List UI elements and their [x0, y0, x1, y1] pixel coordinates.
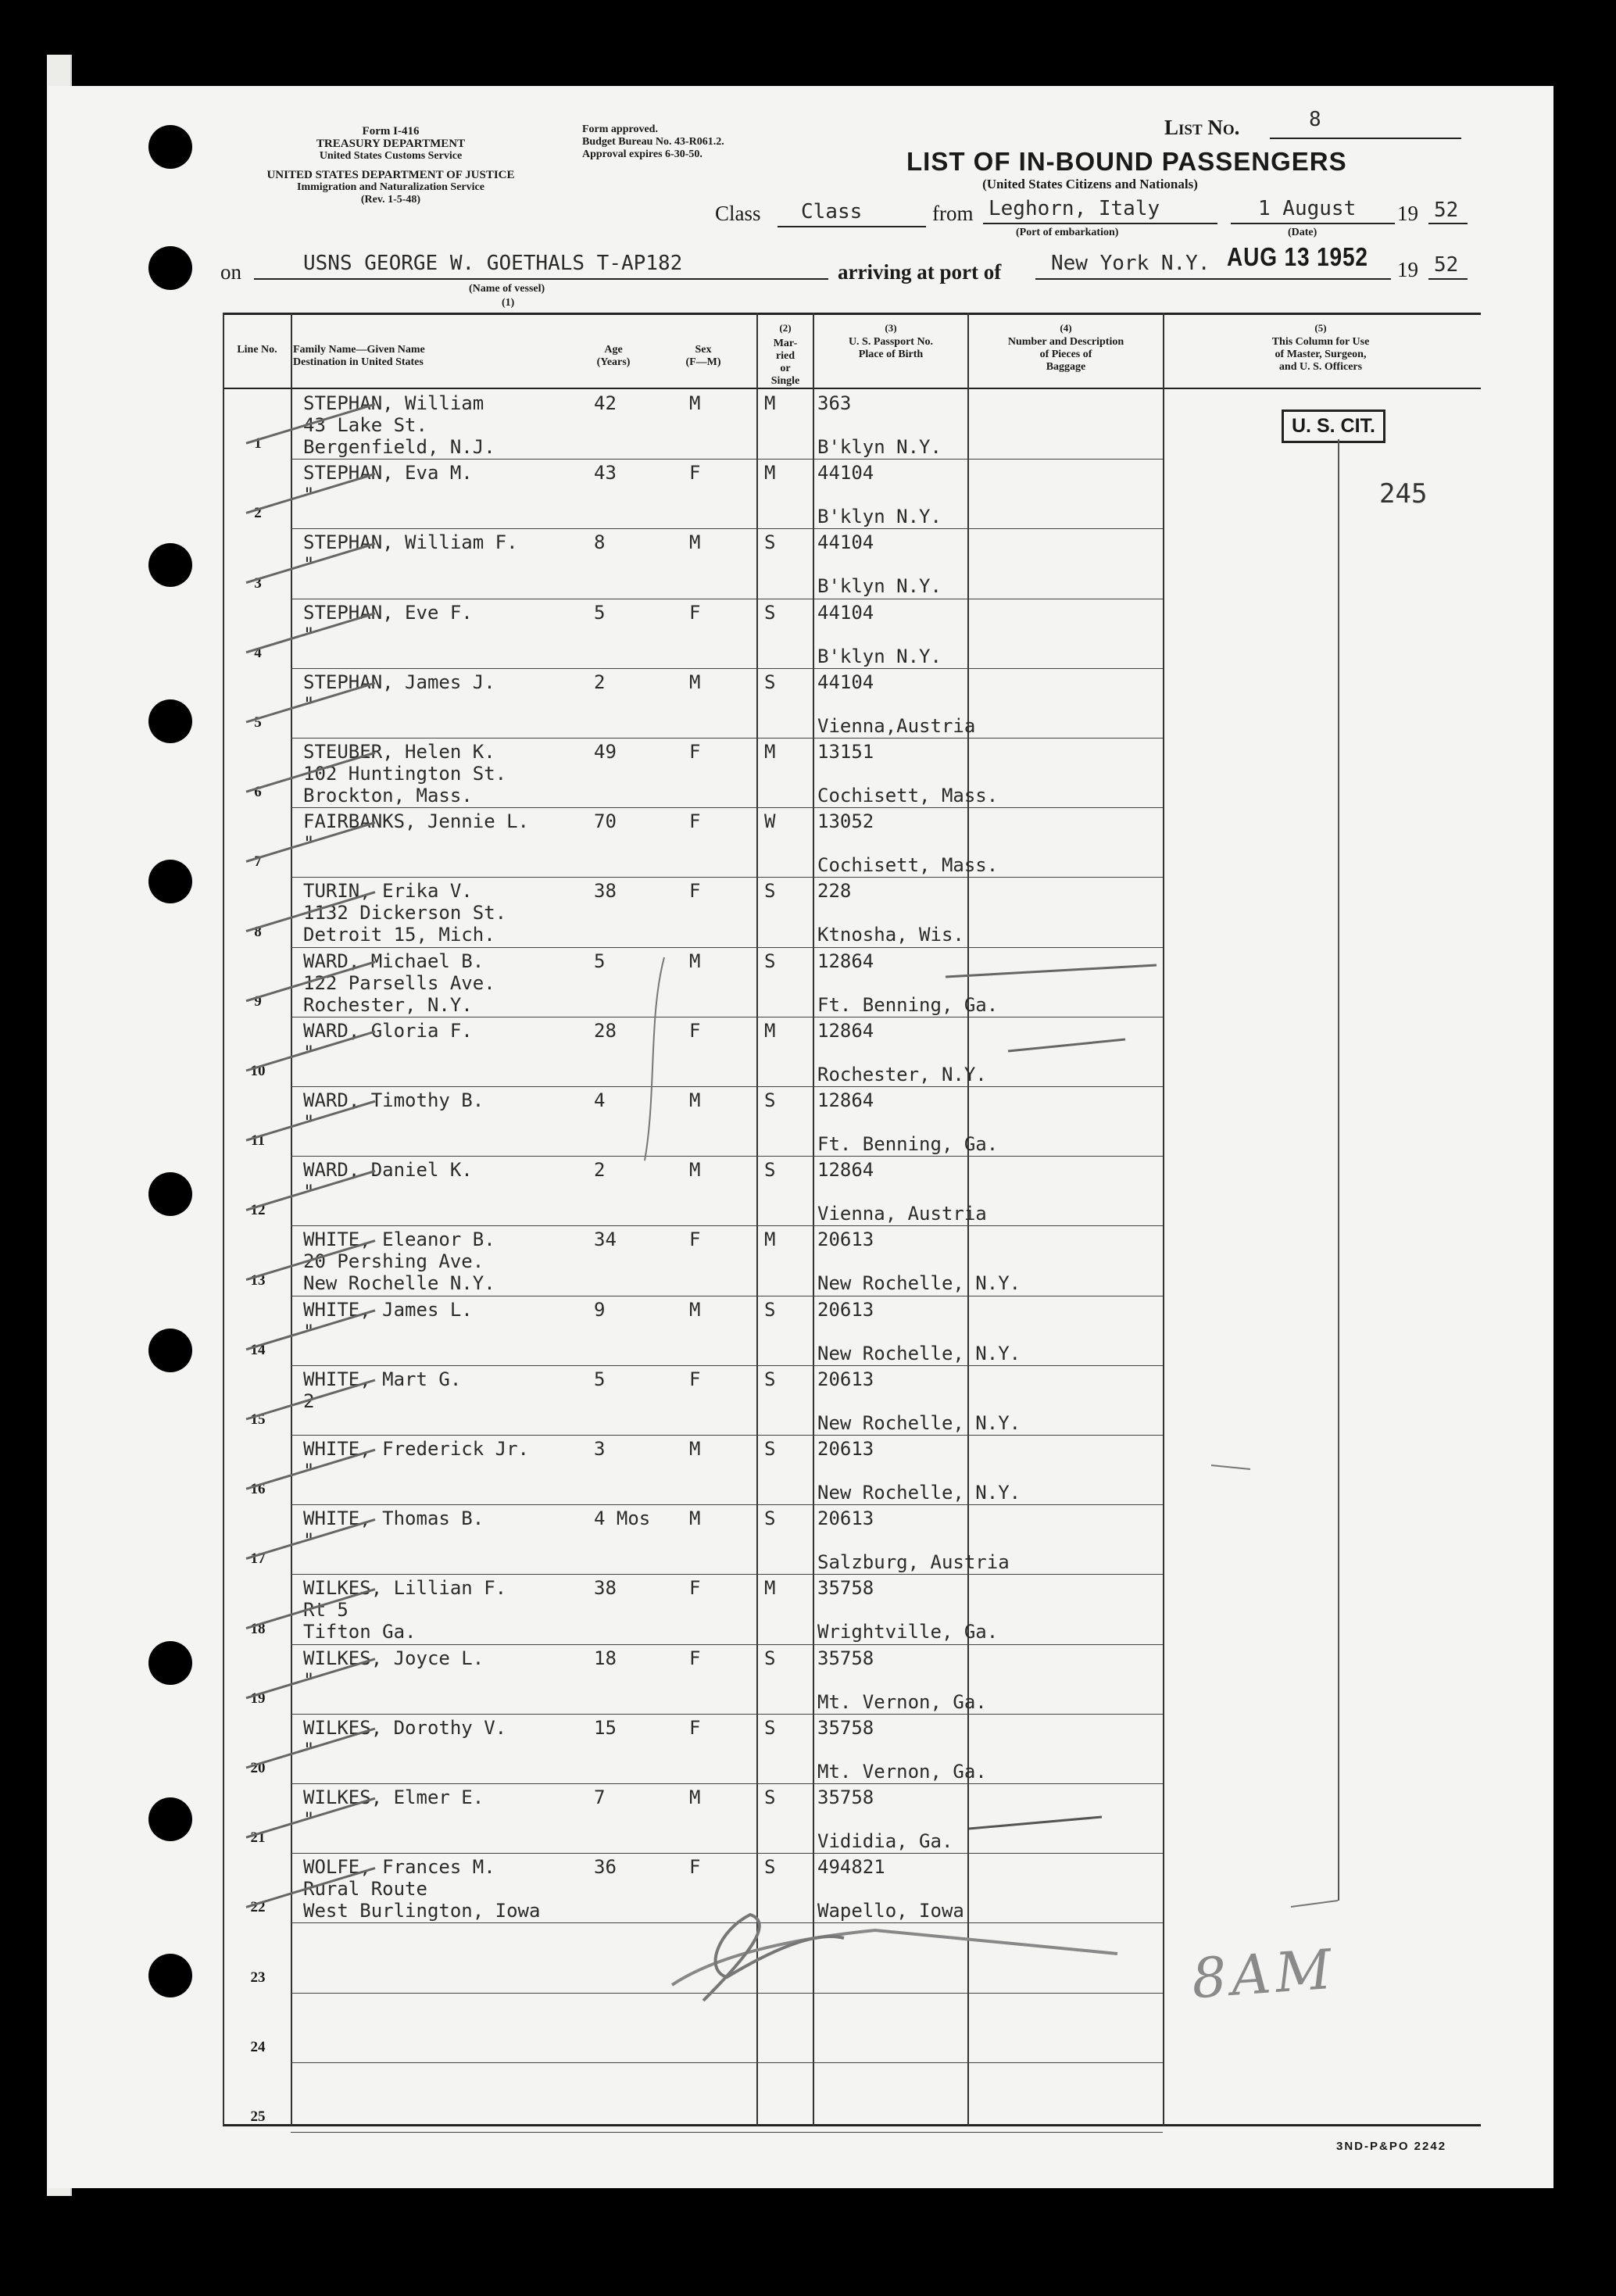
col-header-married: Mar- ried or Single [770, 338, 800, 387]
passport-number: 20613 [817, 1228, 874, 1250]
passenger-age: 49 [594, 741, 617, 763]
line-number: 14 [250, 1342, 266, 1358]
passenger-sex: M [689, 1299, 701, 1321]
passenger-address: " [303, 1529, 315, 1551]
passenger-marital: S [764, 880, 776, 902]
on-label: on [220, 260, 241, 284]
line-number: 17 [250, 1550, 266, 1567]
passenger-name: TURIN, Erika V. [303, 880, 473, 902]
passenger-address: Rt 5 [303, 1599, 349, 1621]
list-no-value: 8 [1309, 108, 1321, 131]
passenger-address: Brockton, Mass. [303, 785, 473, 806]
passenger-marital: W [764, 810, 776, 832]
col-header-baggage: Number and Description of Pieces of Baggage [1007, 336, 1124, 373]
passenger-age: 2 [594, 671, 606, 693]
passenger-name: WHITE, James L. [303, 1299, 473, 1321]
line-number: 23 [250, 1969, 266, 1986]
passenger-sex: F [689, 1577, 701, 1599]
birth-place: B'klyn N.Y. [817, 646, 942, 667]
passenger-age: 8 [594, 531, 606, 553]
passenger-age: 2 [594, 1159, 606, 1181]
line-number: 15 [250, 1411, 266, 1428]
line-number: 19 [250, 1690, 266, 1707]
passenger-sex: M [689, 531, 701, 553]
line-number: 7 [254, 853, 262, 870]
passenger-age: 34 [594, 1228, 617, 1250]
passenger-sex: F [689, 1020, 701, 1042]
passenger-marital: S [764, 602, 776, 624]
passenger-age: 15 [594, 1717, 617, 1739]
passenger-sex: M [689, 1786, 701, 1808]
passenger-name: WHITE, Frederick Jr. [303, 1438, 529, 1460]
passenger-marital: S [764, 671, 776, 693]
passenger-marital: S [764, 950, 776, 972]
passenger-address: " [303, 1739, 315, 1761]
passenger-name: WILKES, Joyce L. [303, 1647, 484, 1669]
passenger-address: 1132 Dickerson St. [303, 902, 507, 924]
pencil-check-mark [246, 1032, 375, 1071]
passenger-sex: F [689, 602, 701, 624]
line-number: 6 [254, 784, 262, 800]
passport-number: 13052 [817, 810, 874, 832]
passenger-address: West Burlington, Iowa [303, 1900, 541, 1922]
passenger-name: STEPHAN, James J. [303, 671, 495, 693]
handwritten-note: 8AM [1189, 1937, 1339, 2012]
pencil-check-mark [246, 822, 375, 861]
pencil-check-mark [246, 544, 375, 583]
arriving-label: arriving at port of [838, 260, 1002, 284]
passenger-address: " [303, 484, 315, 506]
passenger-age: 4 [594, 1089, 606, 1111]
line-number: 12 [250, 1202, 266, 1218]
date-caption: (Date) [1288, 227, 1317, 238]
passenger-name: STEPHAN, Eva M. [303, 462, 473, 484]
birth-place: Cochisett, Mass. [817, 785, 999, 806]
birth-place: Mt. Vernon, Ga. [817, 1691, 987, 1713]
year-prefix: 19 [1397, 202, 1418, 225]
passenger-sex: F [689, 1368, 701, 1390]
passport-number: 12864 [817, 1089, 874, 1111]
birth-place: Wrightville, Ga. [817, 1621, 999, 1643]
passenger-age: 9 [594, 1299, 606, 1321]
passenger-marital: M [764, 1020, 776, 1042]
birth-place: Ft. Benning, Ga. [817, 1133, 999, 1155]
line-number: 10 [250, 1063, 266, 1079]
passenger-address: " [303, 1808, 315, 1830]
birth-place: Salzburg, Austria [817, 1551, 1010, 1573]
passport-number: 35758 [817, 1577, 874, 1599]
line-number: 25 [250, 2108, 266, 2125]
passenger-name: WHITE, Mart G. [303, 1368, 462, 1390]
passenger-name: STEUBER, Helen K. [303, 741, 495, 763]
passenger-age: 43 [594, 462, 617, 484]
pencil-check-mark [246, 1519, 375, 1558]
pencil-check-mark [246, 474, 375, 513]
passenger-age: 38 [594, 1577, 617, 1599]
passenger-marital: S [764, 1089, 776, 1111]
col-header-officers: This Column for Use of Master, Surgeon, and U. S. Officers [1271, 336, 1370, 373]
passenger-address: 2 [303, 1390, 315, 1412]
pencil-check-mark [246, 1171, 375, 1210]
arrival-year: 52 [1434, 253, 1459, 277]
passport-number: 44104 [817, 531, 874, 553]
passenger-age: 36 [594, 1856, 617, 1878]
passenger-marital: S [764, 1856, 776, 1878]
passenger-age: 70 [594, 810, 617, 832]
line-number: 2 [254, 505, 262, 521]
line-number: 5 [254, 714, 262, 731]
passenger-sex: M [689, 392, 701, 414]
passenger-marital: S [764, 1368, 776, 1390]
form-number: Form I-416 [362, 125, 420, 138]
passenger-name: WILKES, Lillian F. [303, 1577, 507, 1599]
arrival-port: New York N.Y. [1051, 252, 1210, 275]
line-number: 9 [254, 993, 262, 1010]
passenger-age: 42 [594, 392, 617, 414]
us-citizen-stamp: U. S. CIT. [1282, 409, 1385, 443]
passport-number: 35758 [817, 1786, 874, 1808]
passenger-age: 28 [594, 1020, 617, 1042]
passenger-name: WARD, Michael B. [303, 950, 484, 972]
passenger-sex: F [689, 1856, 701, 1878]
passport-number: 35758 [817, 1717, 874, 1739]
vessel-caption: (Name of vessel) [469, 283, 545, 295]
justice-dept: UNITED STATES DEPARTMENT OF JUSTICE [266, 169, 515, 181]
passenger-marital: M [764, 741, 776, 763]
class-value: Class [801, 200, 863, 224]
birth-place: Ft. Benning, Ga. [817, 994, 999, 1016]
count-number: 245 [1379, 478, 1428, 510]
passport-number: 20613 [817, 1368, 874, 1390]
passenger-marital: M [764, 392, 776, 414]
passenger-name: WARD, Timothy B. [303, 1089, 484, 1111]
passenger-name: WHITE, Thomas B. [303, 1507, 484, 1529]
birth-place: Cochisett, Mass. [817, 854, 999, 876]
line-number: 11 [251, 1132, 265, 1149]
pencil-check-mark [246, 1868, 375, 1907]
passenger-marital: S [764, 1647, 776, 1669]
port-caption: (Port of embarkation) [1016, 227, 1119, 238]
passenger-address: 43 Lake St. [303, 414, 427, 436]
col-num-3: (3) [885, 322, 897, 334]
passenger-address: New Rochelle N.Y. [303, 1272, 495, 1294]
birth-place: Vienna, Austria [817, 1203, 987, 1225]
birth-place: Vienna,Austria [817, 715, 976, 737]
passenger-name: WARD, Gloria F. [303, 1020, 473, 1042]
passenger-name: STEPHAN, William F. [303, 531, 518, 553]
birth-place: New Rochelle, N.Y. [817, 1272, 1021, 1294]
passport-number: 20613 [817, 1299, 874, 1321]
pencil-check-mark [246, 683, 375, 722]
birth-place: B'klyn N.Y. [817, 575, 942, 597]
passenger-name: WHITE, Eleanor B. [303, 1228, 495, 1250]
passenger-marital: S [764, 1438, 776, 1460]
passenger-address: Detroit 15, Mich. [303, 924, 495, 946]
passenger-age: 18 [594, 1647, 617, 1669]
passenger-name: STEPHAN, Eve F. [303, 602, 473, 624]
line-number: 1 [254, 435, 262, 452]
passenger-address: " [303, 1321, 315, 1343]
passenger-age: 3 [594, 1438, 606, 1460]
passenger-sex: M [689, 1438, 701, 1460]
pencil-check-mark [246, 1241, 375, 1280]
embark-port: Leghorn, Italy [989, 197, 1160, 220]
line-number: 22 [250, 1899, 266, 1915]
passenger-marital: M [764, 462, 776, 484]
form-approved: Form approved. [582, 123, 658, 135]
passenger-name: WARD, Daniel K. [303, 1159, 473, 1181]
passenger-sex: M [689, 1159, 701, 1181]
passenger-marital: S [764, 531, 776, 553]
passenger-address: Rochester, N.Y. [303, 994, 473, 1016]
passport-number: 13151 [817, 741, 874, 763]
col-header-line: Line No. [237, 344, 277, 356]
birth-place: New Rochelle, N.Y. [817, 1482, 1021, 1504]
passenger-marital: S [764, 1159, 776, 1181]
class-label: Class [715, 202, 761, 225]
line-number: 3 [254, 575, 262, 592]
line-number: 20 [250, 1760, 266, 1776]
passenger-age: 5 [594, 1368, 606, 1390]
col-header-passport: U. S. Passport No. Place of Birth [848, 336, 934, 360]
birth-place: New Rochelle, N.Y. [817, 1412, 1021, 1434]
printer-code: 3ND-P&PO 2242 [1336, 2140, 1447, 2153]
pencil-check-mark [246, 1729, 375, 1768]
customs-service: United States Customs Service [319, 150, 463, 162]
passport-number: 494821 [817, 1856, 885, 1878]
pencil-check-mark [246, 962, 375, 1001]
passenger-sex: M [689, 671, 701, 693]
birth-place: B'klyn N.Y. [817, 436, 942, 458]
line-number: 24 [250, 2039, 266, 2055]
passenger-address: " [303, 624, 315, 646]
line-number: 13 [250, 1272, 266, 1289]
passport-number: 12864 [817, 1159, 874, 1181]
passenger-address: " [303, 1460, 315, 1482]
approval-expires: Approval expires 6-30-50. [582, 148, 703, 160]
pencil-check-mark [246, 1659, 375, 1698]
passenger-age: 38 [594, 880, 617, 902]
birth-place: Vididia, Ga. [817, 1830, 953, 1852]
passenger-age: 5 [594, 950, 606, 972]
passenger-name: WILKES, Elmer E. [303, 1786, 484, 1808]
passenger-address: " [303, 1042, 315, 1064]
passport-number: 228 [817, 880, 852, 902]
passenger-address: 102 Huntington St. [303, 763, 507, 785]
vessel-name: USNS GEORGE W. GOETHALS T-AP182 [303, 252, 683, 275]
passport-number: 12864 [817, 950, 874, 972]
passenger-age: 4 Mos [594, 1507, 651, 1529]
from-label: from [932, 202, 974, 225]
pencil-check-mark [246, 753, 375, 792]
passenger-sex: F [689, 810, 701, 832]
birth-place: Rochester, N.Y. [817, 1064, 987, 1085]
passenger-marital: S [764, 1786, 776, 1808]
passenger-address: " [303, 693, 315, 715]
passenger-address: Tifton Ga. [303, 1621, 417, 1643]
form-subtitle: (United States Citizens and Nationals) [982, 177, 1198, 191]
passenger-sex: F [689, 1647, 701, 1669]
birth-place: Mt. Vernon, Ga. [817, 1761, 987, 1783]
pencil-check-mark [246, 613, 375, 653]
line-number: 18 [250, 1621, 266, 1637]
vessel-col-num: (1) [502, 297, 515, 309]
col-num-4: (4) [1060, 322, 1072, 334]
passenger-address: Bergenfield, N.J. [303, 436, 495, 458]
arrival-date-stamp: AUG 13 1952 [1227, 242, 1368, 271]
passenger-sex: M [689, 1507, 701, 1529]
passenger-sex: F [689, 741, 701, 763]
passenger-marital: S [764, 1299, 776, 1321]
passenger-age: 7 [594, 1786, 606, 1808]
passenger-address: " [303, 553, 315, 575]
revision: (Rev. 1-5-48) [360, 194, 421, 206]
embark-date: 1 August [1258, 197, 1357, 220]
passenger-address: " [303, 1181, 315, 1203]
passport-number: 20613 [817, 1438, 874, 1460]
passport-number: 12864 [817, 1020, 874, 1042]
passenger-name: WOLFE, Frances M. [303, 1856, 495, 1878]
pencil-check-mark [246, 1101, 375, 1140]
pencil-check-mark [246, 1590, 375, 1629]
passenger-address: " [303, 1669, 315, 1691]
line-number: 16 [250, 1481, 266, 1497]
passenger-marital: S [764, 1507, 776, 1529]
pencil-check-mark [246, 1450, 375, 1489]
passenger-address: Rural Route [303, 1878, 427, 1900]
passport-number: 44104 [817, 671, 874, 693]
col-header-sex: Sex (F—M) [685, 344, 721, 368]
pencil-check-mark [246, 1380, 375, 1419]
passenger-sex: M [689, 1089, 701, 1111]
passenger-address: 122 Parsells Ave. [303, 972, 495, 994]
passenger-name: STEPHAN, William [303, 392, 484, 414]
passenger-address: " [303, 832, 315, 854]
passport-number: 20613 [817, 1507, 874, 1529]
birth-place: New Rochelle, N.Y. [817, 1343, 1021, 1364]
birth-place: Wapello, Iowa [817, 1900, 964, 1922]
line-number: 8 [254, 924, 262, 940]
pencil-check-mark [246, 1798, 375, 1837]
passenger-sex: F [689, 880, 701, 902]
arrival-year-prefix: 19 [1397, 258, 1418, 281]
year-value: 52 [1434, 198, 1459, 222]
passport-number: 363 [817, 392, 852, 414]
passenger-address: 20 Pershing Ave. [303, 1250, 484, 1272]
line-number: 21 [250, 1829, 266, 1846]
birth-place: B'klyn N.Y. [817, 506, 942, 528]
passport-number: 44104 [817, 602, 874, 624]
col-header-name: Family Name—Given Name Destination in United States [293, 344, 425, 368]
passport-number: 35758 [817, 1647, 874, 1669]
col-header-age: Age (Years) [596, 344, 631, 368]
passenger-sex: F [689, 1717, 701, 1739]
passenger-address: " [303, 1111, 315, 1133]
col-num-2: (2) [779, 322, 792, 334]
passport-number: 44104 [817, 462, 874, 484]
passenger-marital: S [764, 1717, 776, 1739]
passenger-age: 5 [594, 602, 606, 624]
passenger-name: WILKES, Dorothy V. [303, 1717, 507, 1739]
passenger-marital: M [764, 1228, 776, 1250]
passenger-name: FAIRBANKS, Jennie L. [303, 810, 529, 832]
line-number: 4 [254, 645, 262, 661]
birth-place: Ktnosha, Wis. [817, 924, 964, 946]
passenger-sex: F [689, 1228, 701, 1250]
pencil-check-mark [246, 892, 375, 932]
list-no-label: List No. [1164, 116, 1240, 139]
passenger-sex: F [689, 462, 701, 484]
budget-bureau: Budget Bureau No. 43-R061.2. [582, 136, 724, 148]
passenger-sex: M [689, 950, 701, 972]
pencil-check-mark [246, 1311, 375, 1350]
ins-service: Immigration and Naturalization Service [297, 181, 484, 193]
col-num-5: (5) [1314, 322, 1327, 334]
form-title: LIST OF IN-BOUND PASSENGERS [906, 147, 1347, 176]
treasury-dept: TREASURY DEPARTMENT [316, 138, 466, 150]
passenger-marital: M [764, 1577, 776, 1599]
pencil-check-mark [246, 404, 375, 443]
